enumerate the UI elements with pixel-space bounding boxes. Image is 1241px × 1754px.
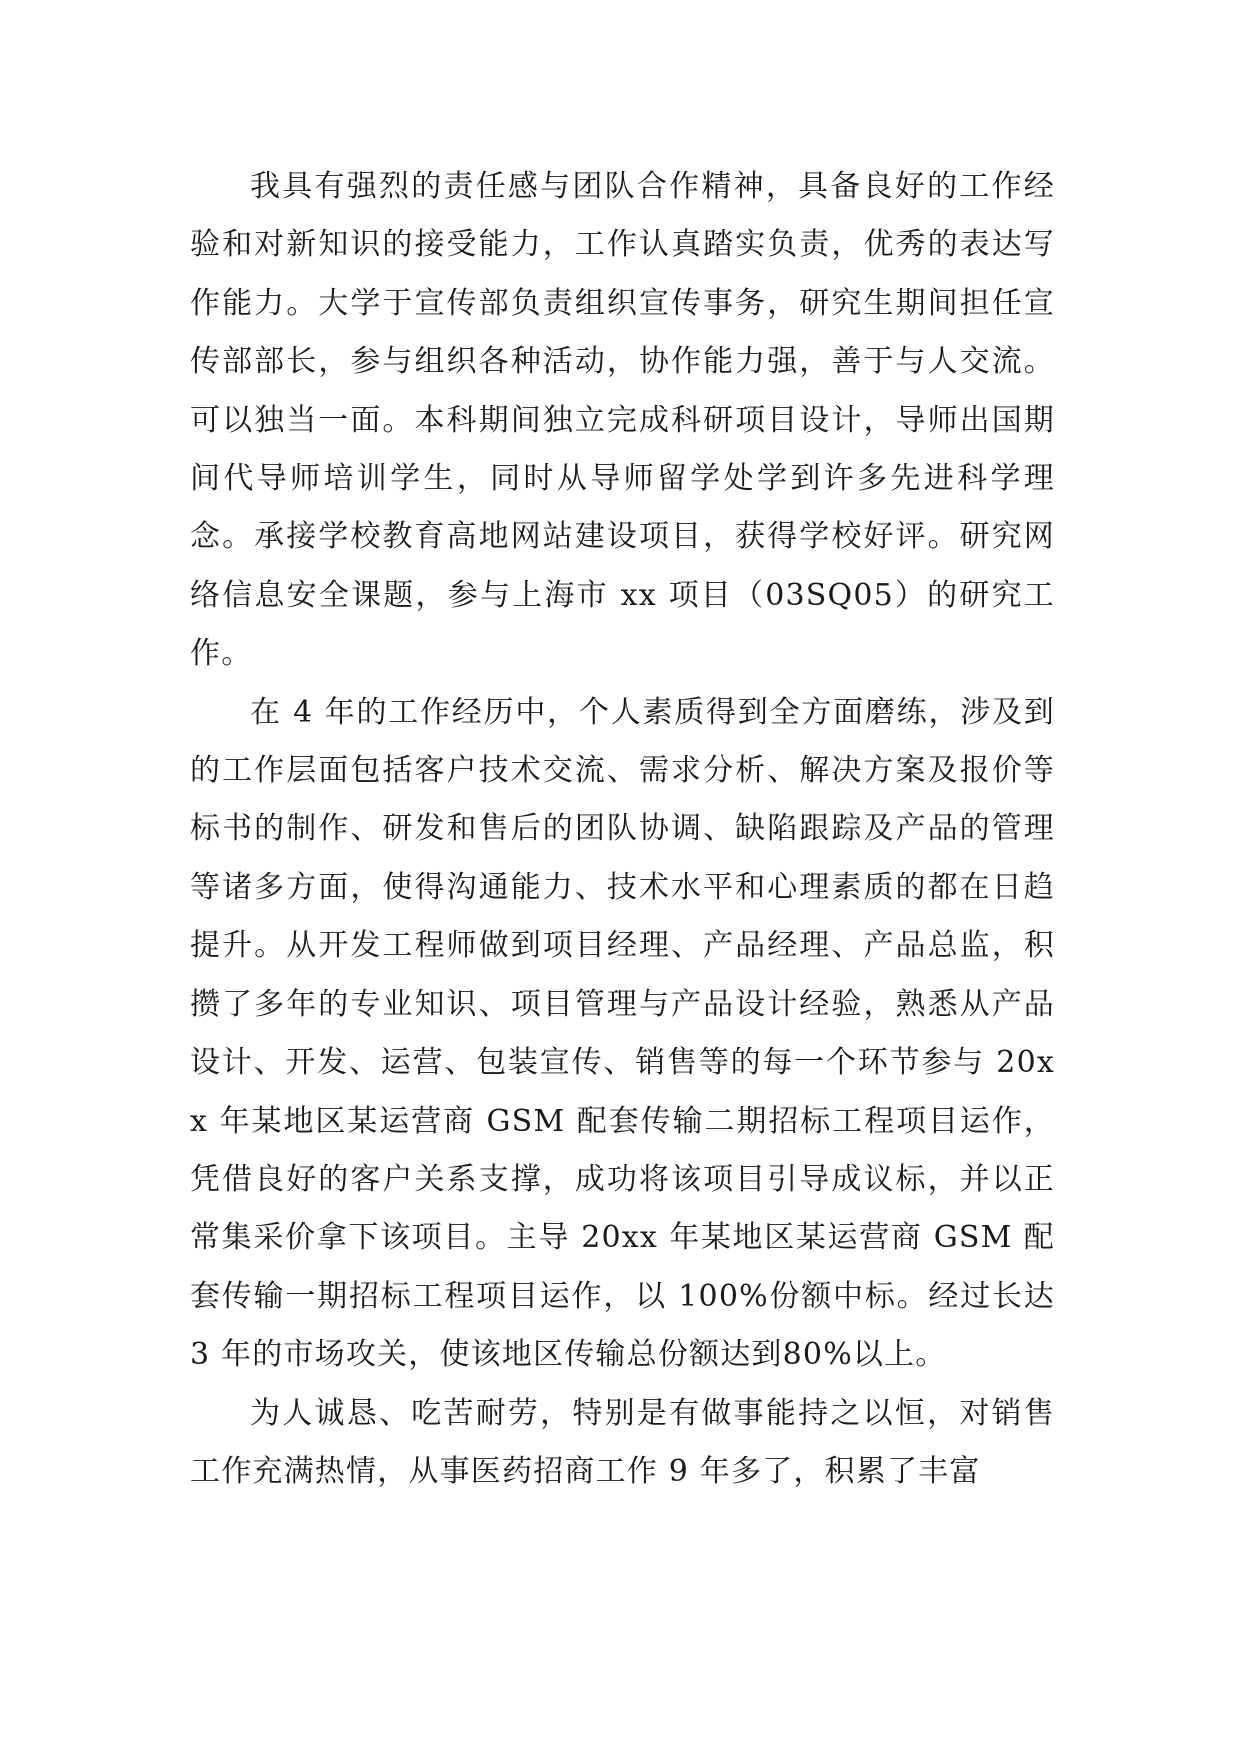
document-body xyxy=(190,158,1055,1501)
paragraph-2: 在 4 年的工作经历中，个人素质得到全方面磨练，涉及到的工作层面包括客户技术交流、需求分析、解决方案及报价等标书的制作、研发和售后的团队协调、缺陷跟踪及产品的管理等诸多方面，使得沟通能力、技术水平和心理素质的都在日趋提升。从开发工程师做到项目经理、产品经理、产品总监，积攒了多年的专业知识、项目管理与产品设计经验，熟悉从产品设计、开发、运营、包装宣传、销售等的每一个环节参与 20xx 年某地区某运营商 GSM 配套传输二期招标工程项目运作，凭借良好的客户关系支撑，成功将该项目引导成议标，并以正常集采价拿下该项目。主导 20xx 年某地区某运营商 GSM 配套传输一期招标工程项目运作，以 100%份额中标。经过长达 3 年的市场攻关，使该地区传输总份额达到80%以上。 xyxy=(190,694,1055,1373)
paragraph-1: 我具有强烈的责任感与团队合作精神，具备良好的工作经验和对新知识的接受能力，工作认真踏实负责，优秀的表达写作能力。大学于宣传部负责组织宣传事务，研究生期间担任宣传部部长，参与组织各种活动，协作能力强，善于与人交流。可以独当一面。本科期间独立完成科研项目设计，导师出国期间代导师培训学生，同时从导师留学处学到许多先进科学理念。承接学校教育高地网站建设项目，获得学校好评。研究网络信息安全课题，参与上海市 xx 项目（03SQ05）的研究工作。 xyxy=(190,169,1055,672)
paragraph-3: 为人诚恳、吃苦耐劳，特别是有做事能持之以恒，对销售工作充满热情，从事医药招商工作 9 年多了，积累了丰富 xyxy=(190,1395,1055,1489)
